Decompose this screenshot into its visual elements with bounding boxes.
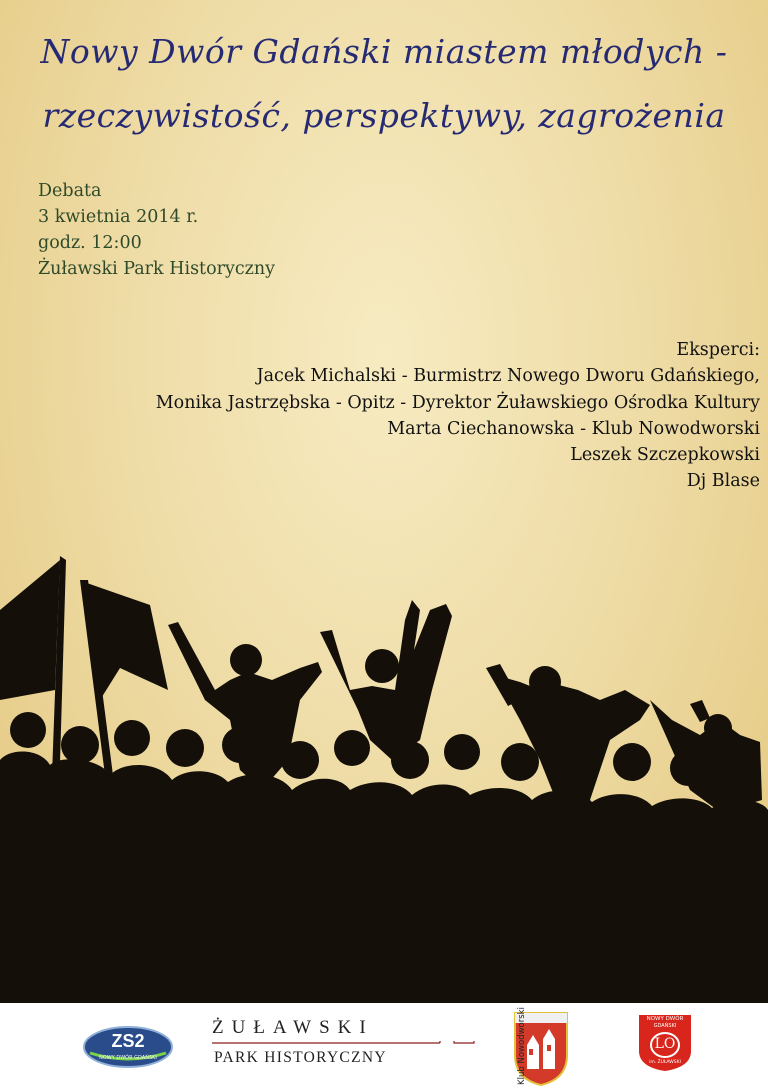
sponsor-logos-bar [0,1003,768,1086]
zs2-logo-subtitle: NOWY DWÓR GDAŃSKI [99,1055,157,1061]
lo-logo-bottom: im. ŻUŁAWSKI [649,1060,681,1065]
zulawski-park-logo-top: ŻUŁAWSKI [212,1017,374,1038]
zulawski-park-logo [212,1017,482,1073]
zulawski-park-logo-bottom: PARK HISTORYCZNY [214,1049,387,1066]
expert-item: Marta Ciechanowska - Klub Nowodworski [387,418,760,439]
lo-logo-top2: GDAŃSKI [653,1023,677,1029]
klub-nowodworski-logo [505,1009,577,1087]
event-date: 3 kwietnia 2014 r. [38,207,199,227]
lo-logo-mark: LO [654,1036,676,1052]
event-time: godz. 12:00 [38,233,142,253]
experts-heading: Eksperci: [676,340,760,360]
crowd-silhouette-illustration [0,540,768,1003]
expert-item: Dj Blase [686,471,760,492]
lo-logo-top: NOWY DWÓR [646,1016,684,1022]
expert-item: Monika Jastrzębska - Opitz - Dyrektor Żuławskiego Ośrodka Kultury [155,392,760,413]
poster-title-line-1: Nowy Dwór Gdański miastem młodych - [40,32,728,71]
zs2-logo-name: ZS2 [111,1031,145,1051]
expert-item: Leszek Szczepkowski [570,445,760,466]
poster-title-line-2: rzeczywistość, perspektywy, zagrożenia [42,96,726,135]
lo-logo [637,1013,693,1073]
klub-nowodworski-logo-text: Klub Nowodworski [516,1007,527,1085]
expert-item: Jacek Michalski - Burmistrz Nowego Dworu Gdańskiego, [256,366,760,387]
experts-section [156,337,760,495]
event-info [38,178,275,282]
event-place: Żuławski Park Historyczny [38,259,276,279]
event-type: Debata [38,181,102,201]
zs2-logo [82,1025,174,1069]
